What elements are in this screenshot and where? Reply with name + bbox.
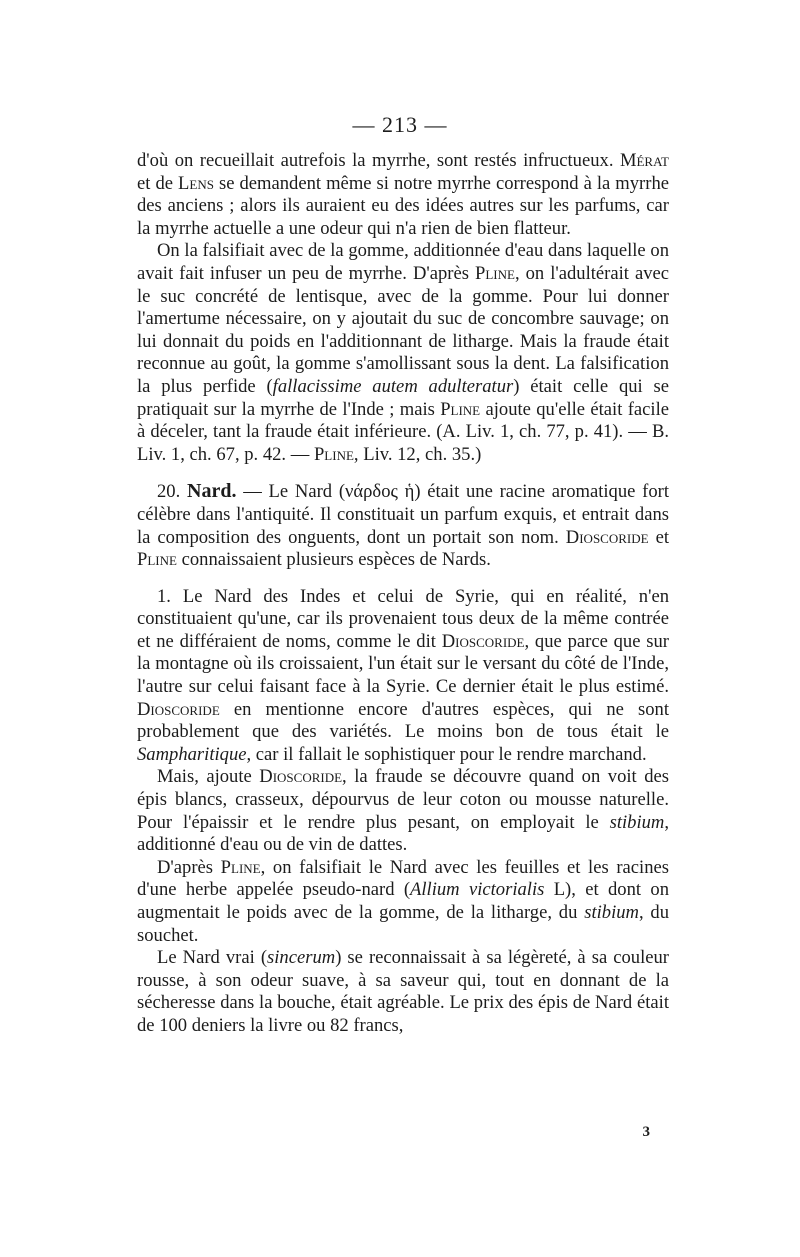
text-run: Le Nard des Indes et celui de Syrie, qui en réalité, n'en constituaient qu'une, car ils provenaient tous deux de la même contrée et ne différaient de noms, comme le dit xyxy=(137,585,669,652)
author-pline: Pline xyxy=(440,398,481,420)
italic-term: stibium xyxy=(584,902,639,923)
author-pline: Pline xyxy=(137,549,177,571)
author-dioscoride: Dioscoride xyxy=(137,698,220,720)
text-run: ) était celle qui se pratiquait sur la myrrhe de l'Inde ; mais xyxy=(137,375,670,420)
paragraph-nard-section xyxy=(137,480,669,571)
text-run: ajoute qu'elle était facile à déceler, tant la fraude était inférieure. (A. Liv. 1, ch. 77, p. 41). — B. Liv. 1, ch. 67, p. 42. — xyxy=(137,398,669,465)
paragraph-myrrhe-continued xyxy=(137,150,669,240)
text-run: connaissaient plusieurs espèces de Nards. xyxy=(176,549,491,571)
author-lens: Lens xyxy=(178,172,214,194)
text-run: d'où on recueillait autrefois la myrrhe, sont restés infructueux. xyxy=(137,150,620,171)
paragraph-nard-indes xyxy=(137,586,669,767)
italic-term: Sampharitique xyxy=(137,743,247,765)
text-run: et xyxy=(648,526,669,548)
section-number: 20. xyxy=(157,481,181,503)
text-run: L), et dont on augmentait le poids avec de la gomme, de la litharge, du xyxy=(137,879,669,923)
paragraph-nard-vrai xyxy=(137,947,669,1037)
text-run: Mais, ajoute xyxy=(157,766,260,788)
author-pline: Pline xyxy=(313,443,354,465)
text-run: , la fraude se découvre quand on voit des épis blancs, crasseux, dépourvus de leur coton ou mousse naturelle. Pour l'épaissir et le rendre plus pesant, on employait le xyxy=(137,766,669,833)
paragraph-pseudo-nard xyxy=(137,857,669,947)
text-run: et de xyxy=(137,172,179,194)
italic-term: stibium xyxy=(609,811,665,833)
latin-quote: fallacissime autem adulteratur xyxy=(272,375,514,397)
text-run: se demandent même si notre myrrhe correspond à la myrrhe des anciens ; alors ils auraient eu des idées autres sur les parfums, car la myrrhe actuelle a une odeur qui n'a rien de bien flatteur. xyxy=(137,172,669,239)
text-run: ) se reconnaissait à sa légèreté, à sa couleur rousse, à son odeur suave, à sa saveur qui, tout en donnant de la sécheresse dans la bouche, était agréable. Le prix des épis de Nard était de 100 deniers la livre ou 82 francs, xyxy=(137,947,669,1036)
text-run: , additionné d'eau ou de vin de dattes. xyxy=(137,811,669,856)
signature-mark: 3 xyxy=(642,1124,650,1140)
text-run: en mentionne encore d'autres espèces, qui ne sont probablement que des variétés. Le moins bon de tous était le xyxy=(137,698,669,743)
author-dioscoride: Dioscoride xyxy=(441,630,525,652)
paragraph-falsification-myrrhe xyxy=(137,240,669,466)
text-run: D'après xyxy=(157,856,221,878)
italic-term: sincerum xyxy=(267,947,336,969)
section-heading-nard: Nard. xyxy=(187,480,237,503)
page-number: — 213 — xyxy=(352,112,448,137)
item-number: 1. xyxy=(157,585,171,607)
text-run: — Le Nard (νάρδος ἡ) était une racine aromatique fort célèbre dans l'antiquité. Il constituait un parfum exquis, et entrait dans la composition des onguents, dont un portait son nom. xyxy=(137,481,669,548)
author-merat: Mérat xyxy=(619,150,669,171)
text-run: On la falsifiait avec de la gomme, additionnée d'eau dans laquelle on avait fait infuser un peu de myrrhe. D'après xyxy=(137,240,669,284)
author-pline: Pline xyxy=(220,856,261,878)
paragraph-fraude xyxy=(137,766,669,856)
text-run: , on l'adultérait avec le suc concrété de lentisque, avec de la gomme. Pour lui donner l'amertume nécessaire, on y ajoutait du suc de concombre sauvage; on lui donnait du poids en l'additionnant de litharge. Mais la fraude était reconnue au goût, la gomme s'amollissant sous la dent. La falsification la plus perfide ( xyxy=(137,262,669,397)
text-run: , que parce que sur la montagne où ils croissaient, l'un était sur le versant du côté de l'Inde, l'autre sur celui faisant face à la Syrie. Ce dernier était le plus estimé. xyxy=(137,630,669,698)
author-dioscoride: Dioscoride xyxy=(259,766,343,788)
text-run: , du souchet. xyxy=(137,902,670,946)
body-text xyxy=(137,150,669,1038)
text-run: Le Nard vrai ( xyxy=(157,947,268,969)
author-pline: Pline xyxy=(474,262,515,284)
text-run: , on falsifiait le Nard avec les feuilles et les racines d'une herbe appelée pseudo-nard ( xyxy=(137,856,669,901)
italic-term: Allium victorialis xyxy=(410,879,545,901)
text-run: , car il fallait le sophistiquer pour le rendre marchand. xyxy=(246,743,647,765)
author-dioscoride: Dioscoride xyxy=(565,526,649,548)
text-run: , Liv. 12, ch. 35.) xyxy=(353,443,482,465)
